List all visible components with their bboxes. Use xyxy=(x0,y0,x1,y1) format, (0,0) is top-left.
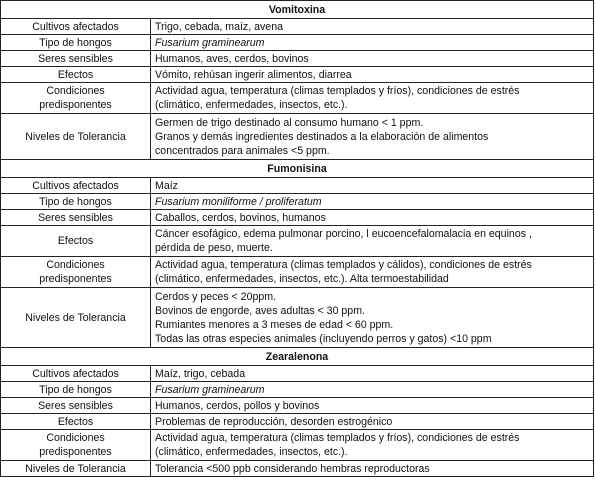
section-header-row xyxy=(1,348,594,366)
row-label: Niveles de Tolerancia xyxy=(1,288,151,348)
label-line: Condiciones xyxy=(46,85,105,97)
row-label xyxy=(1,257,151,288)
row-value xyxy=(151,288,594,348)
row-value: Maíz xyxy=(151,178,594,194)
row-value xyxy=(151,430,594,461)
table-row xyxy=(1,430,594,461)
row-label: Efectos xyxy=(1,414,151,430)
table-row xyxy=(1,210,594,226)
table-row xyxy=(1,35,594,51)
table-row xyxy=(1,461,594,477)
row-value xyxy=(151,114,594,160)
row-value: Problemas de reproducción, desorden estrogénico xyxy=(151,414,594,430)
table-row xyxy=(1,382,594,398)
label-line: predisponentes xyxy=(39,273,112,285)
value-line: Rumiantes menores a 3 meses de edad < 60 ppm. xyxy=(155,318,394,331)
section-title: Fumonisina xyxy=(1,160,594,178)
row-value: Maíz, trigo, cebada xyxy=(151,366,594,382)
row-value: Fusarium moniliforme / proliferatum xyxy=(151,194,594,210)
table-row xyxy=(1,19,594,35)
table-row xyxy=(1,257,594,288)
value-line: concentrados para animales <5 ppm. xyxy=(155,144,330,157)
row-label: Niveles de Tolerancia xyxy=(1,461,151,477)
row-label: Cultivos afectados xyxy=(1,19,151,35)
table-row xyxy=(1,366,594,382)
value-line: (climático, enfermedades, insectos, etc.). xyxy=(155,99,348,111)
value-line: Actividad agua, temperatura (climas templados y cálidos), condiciones de estrés xyxy=(155,259,532,271)
table-row xyxy=(1,414,594,430)
row-label xyxy=(1,83,151,114)
table-row xyxy=(1,178,594,194)
label-line: Condiciones xyxy=(46,259,105,271)
row-label: Tipo de hongos xyxy=(1,382,151,398)
table-row xyxy=(1,51,594,67)
table-row xyxy=(1,398,594,414)
value-line: pérdida de peso, muerte. xyxy=(155,242,273,254)
row-label: Tipo de hongos xyxy=(1,35,151,51)
table-row xyxy=(1,67,594,83)
row-label: Efectos xyxy=(1,226,151,257)
value-line: Cáncer esofágico, edema pulmonar porcino, l eucoencefalomalacia en equinos , xyxy=(155,228,532,240)
row-label: Cultivos afectados xyxy=(1,366,151,382)
row-label: Cultivos afectados xyxy=(1,178,151,194)
table-row xyxy=(1,226,594,257)
value-line: Granos y demás ingredientes destinados a la elaboración de alimentos xyxy=(155,130,489,143)
value-line: Actividad agua, temperatura (climas templados y fríos), condiciones de estrés xyxy=(155,432,520,444)
value-line: Bovinos de engorde, aves adultas < 30 ppm. xyxy=(155,304,365,317)
row-value: Humanos, cerdos, pollos y bovinos xyxy=(151,398,594,414)
row-label xyxy=(1,430,151,461)
row-value xyxy=(151,226,594,257)
value-line: Todas las otras especies animales (incluyendo perros y gatos) <10 ppm xyxy=(155,332,492,345)
row-value: Humanos, aves, cerdos, bovinos xyxy=(151,51,594,67)
row-label: Seres sensibles xyxy=(1,210,151,226)
section-header-row xyxy=(1,1,594,19)
label-line: predisponentes xyxy=(39,99,112,111)
table-row xyxy=(1,288,594,348)
row-label: Efectos xyxy=(1,67,151,83)
value-line: Cerdos y peces < 20ppm. xyxy=(155,290,277,303)
value-line: (climático, enfermedades, insectos, etc.). xyxy=(155,446,348,458)
table-row xyxy=(1,83,594,114)
row-value: Trigo, cebada, maíz, avena xyxy=(151,19,594,35)
row-value xyxy=(151,257,594,288)
section-title: Zearalenona xyxy=(1,348,594,366)
row-value: Tolerancia <500 ppb considerando hembras reproductoras xyxy=(151,461,594,477)
table-row xyxy=(1,194,594,210)
row-value: Vómito, rehúsan ingerir alimentos, diarrea xyxy=(151,67,594,83)
row-label: Seres sensibles xyxy=(1,51,151,67)
section-title: Vomitoxina xyxy=(1,1,594,19)
row-label: Tipo de hongos xyxy=(1,194,151,210)
row-value xyxy=(151,83,594,114)
row-value: Caballos, cerdos, bovinos, humanos xyxy=(151,210,594,226)
label-line: Condiciones xyxy=(46,432,105,444)
section-header-row xyxy=(1,160,594,178)
row-value: Fusarium graminearum xyxy=(151,35,594,51)
value-line: Actividad agua, temperatura (climas templados y fríos), condiciones de estrés xyxy=(155,85,520,97)
row-value: Fusarium graminearum xyxy=(151,382,594,398)
table-row xyxy=(1,114,594,160)
value-line: Germen de trigo destinado al consumo humano < 1 ppm. xyxy=(155,116,424,129)
label-line: predisponentes xyxy=(39,446,112,458)
row-label: Seres sensibles xyxy=(1,398,151,414)
row-label: Niveles de Tolerancia xyxy=(1,114,151,160)
value-line: (climático, enfermedades, insectos, etc.). Alta termoestabilidad xyxy=(155,273,449,285)
